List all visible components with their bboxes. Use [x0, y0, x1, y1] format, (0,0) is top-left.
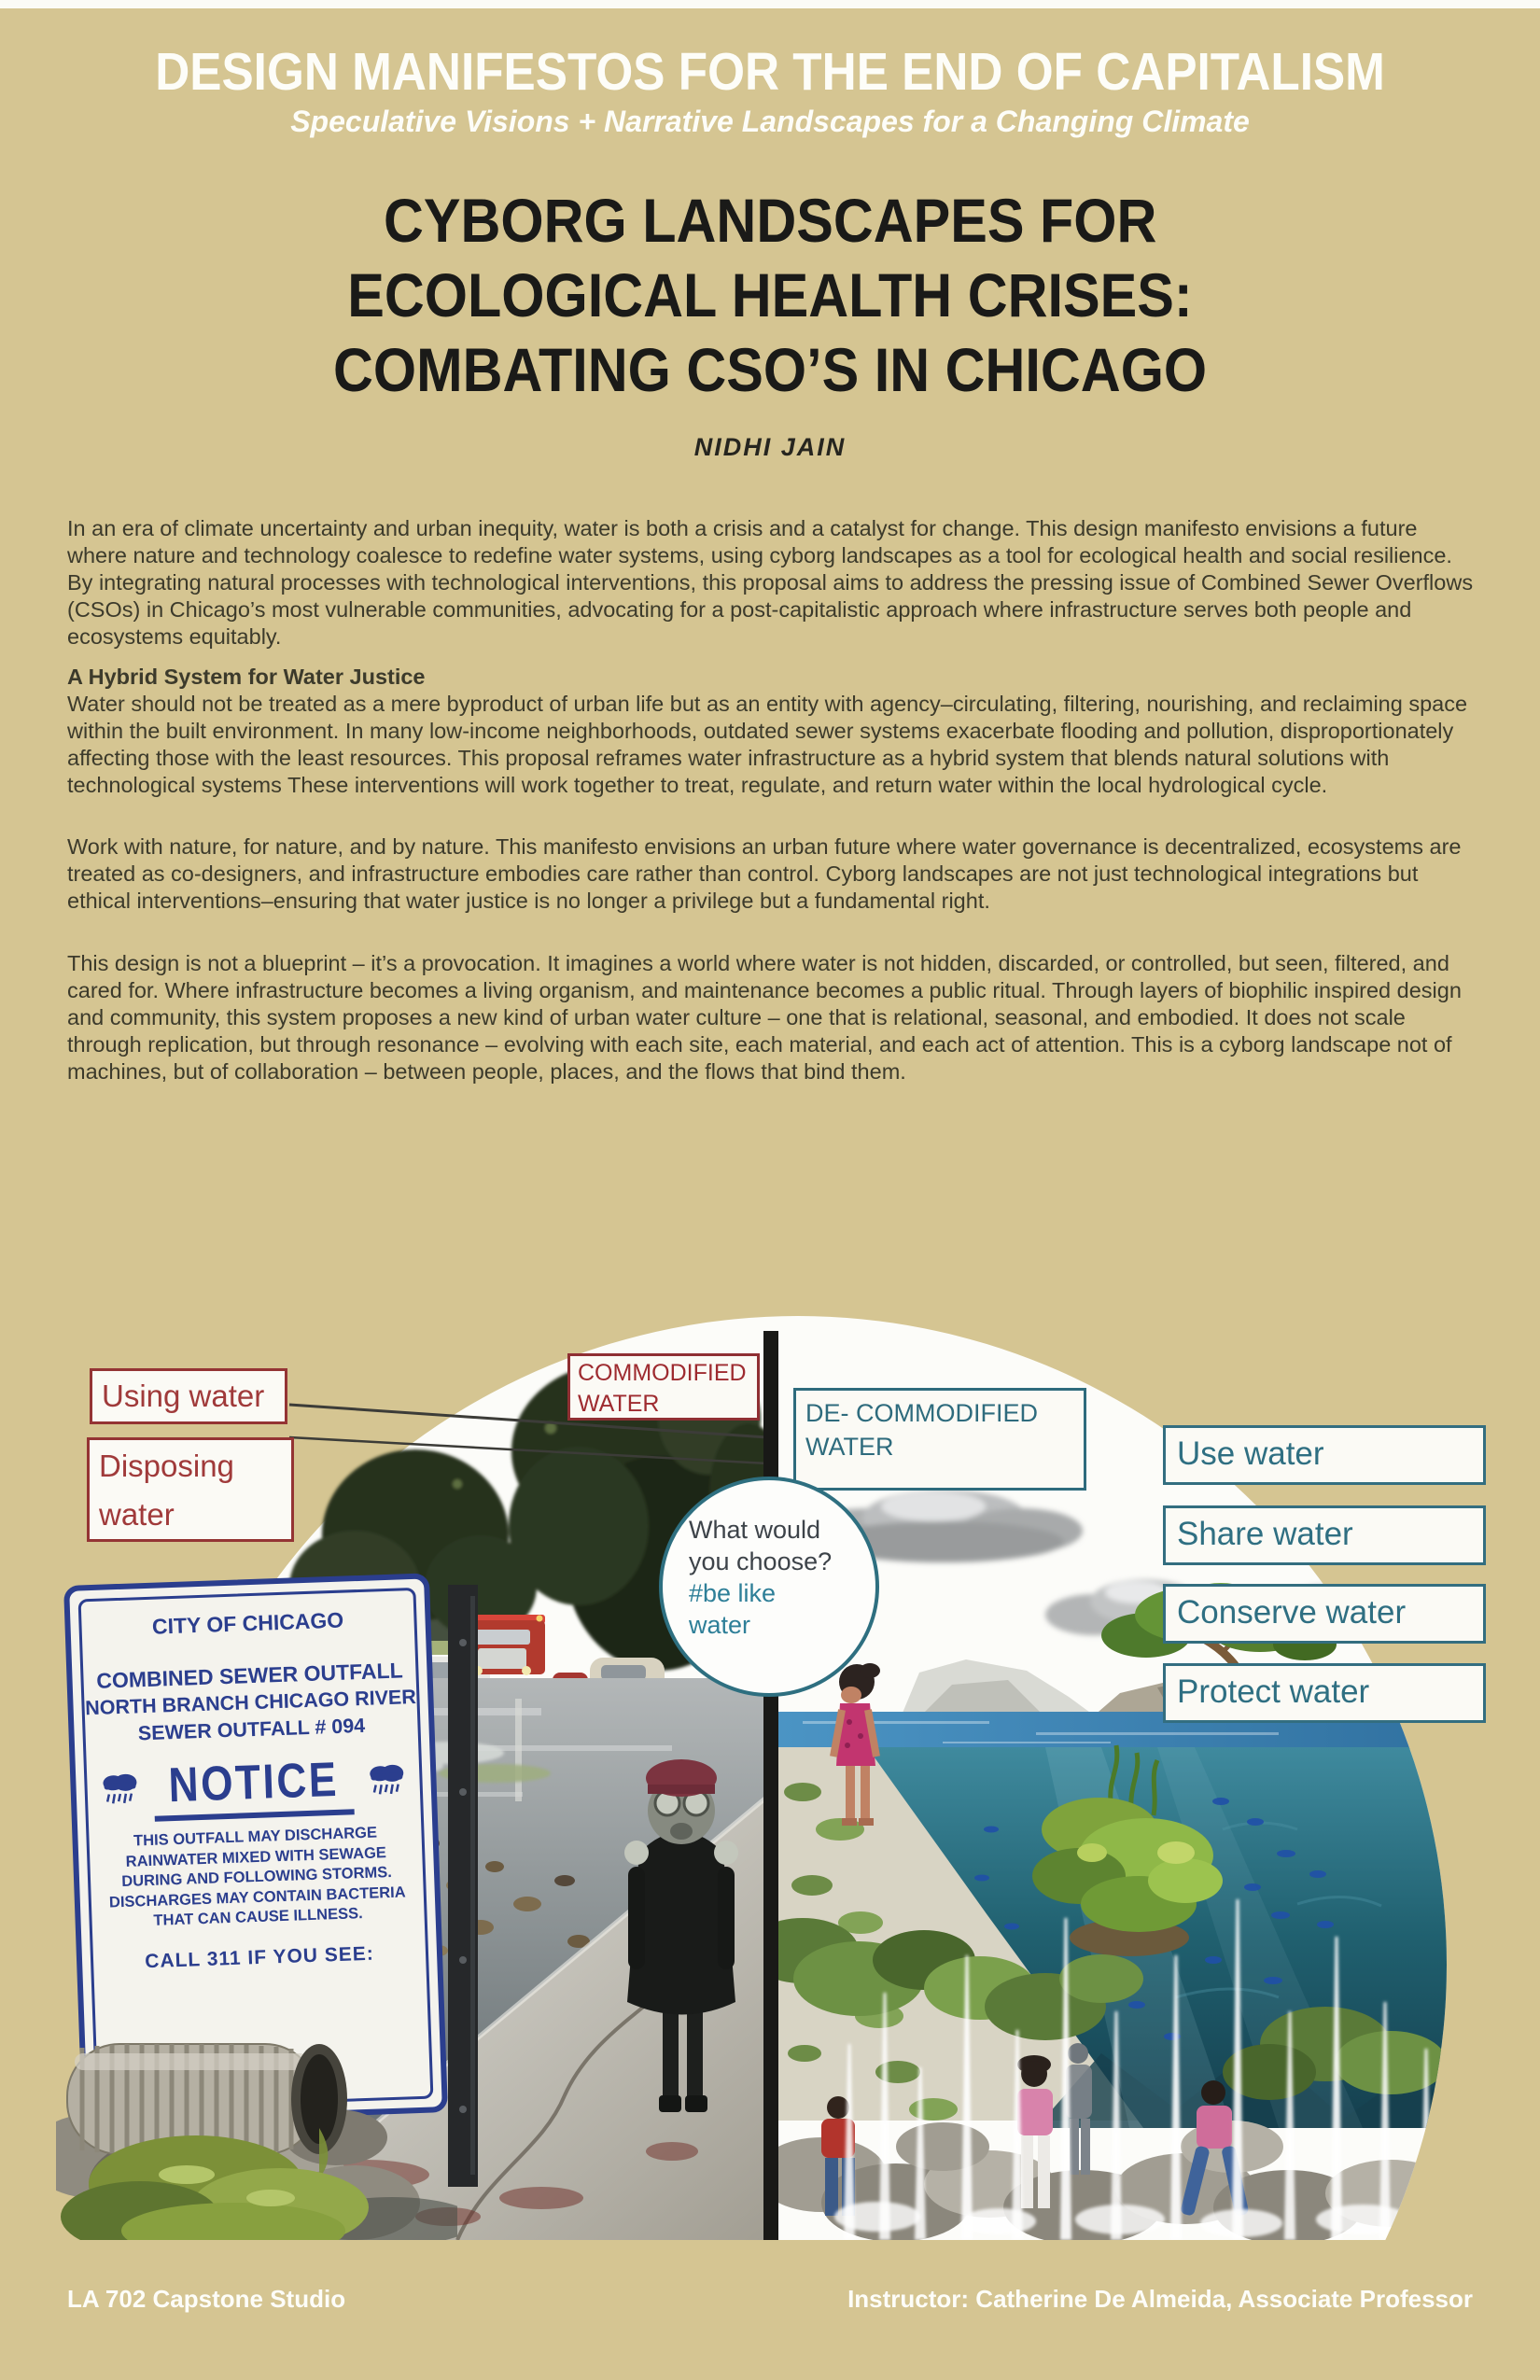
author-name: NIDHI JAIN — [693, 433, 847, 461]
sign-call-line: CALL 311 IF YOU SEE: — [144, 1942, 375, 1972]
top-margin-strip — [0, 0, 1540, 8]
label-share-water: Share water — [1163, 1505, 1486, 1565]
sign-heading-line4: SEWER OUTFALL # 094 — [137, 1714, 366, 1745]
poster-title-line3: COMBATING CSO’S IN CHICAGO — [332, 335, 1208, 404]
scene-divider-line — [763, 1331, 778, 2240]
sign-body-line: THAT CAN CAUSE ILLNESS. — [153, 1905, 363, 1929]
sign-heading-line2: COMBINED SEWER OUTFALL — [95, 1658, 404, 1693]
question-line1: What would — [689, 1516, 821, 1544]
poster-title-line1: CYBORG LANDSCAPES FOR — [383, 186, 1157, 255]
sign-body-line: THIS OUTFALL MAY DISCHARGE — [133, 1824, 378, 1850]
banner-title — [0, 41, 1540, 103]
sign-body-line: DURING AND FOLLOWING STORMS. — [120, 1863, 393, 1891]
paragraph-not-a-blueprint: This design is not a blueprint – it’s a provocation. It imagines a world where water is not hidden, discarded, or controlled, but seen, filtered, and cared for. Where infrastructure becomes a living organism, and maintenance becomes a public ritual. Through layers of biophilic inspired design and community, this system proposes a new kind of urban water culture – one that is relational, seasonal, and embodied. It does not scale through replication, but through resonance – evolving with each site, each material, and each act of attention. This is a cyborg landscape not of machines, but of collaboration – between people, places, and the flows that bind them. — [67, 951, 1462, 1084]
poster-title — [0, 183, 1540, 407]
question-bubble — [659, 1477, 879, 1697]
paragraph-intro: In an era of climate uncertainty and urban inequity, water is both a crisis and a catalyst for change. This design manifesto envisions a future where nature and technology coalesce to redefine water systems, using cyborg landscapes as a tool for ecological health and social resilience. By integrating natural processes with technological interventions, this proposal aims to address the pressing issue of Combined Sewer Overflows (CSOs) in Chicago’s most vulnerable communities, advocating for a post-capitalistic approach where infrastructure serves both people and ecosystems equitably. — [67, 516, 1474, 649]
manifesto-text — [67, 515, 1475, 1085]
sign-body-line: DISCHARGES MAY CONTAIN BACTERIA — [108, 1883, 406, 1911]
question-line2: you choose? — [689, 1547, 833, 1575]
sign-notice-word: NOTICE — [167, 1752, 340, 1813]
collage-illustration — [56, 1307, 1484, 2240]
section-heading: A Hybrid System for Water Justice — [67, 665, 426, 689]
label-conserve-water: Conserve water — [1163, 1584, 1486, 1644]
label-using-water: Using water — [90, 1368, 287, 1424]
label-decommodified-water: DE- COMMODIFIED WATER — [793, 1388, 1086, 1491]
paragraph-hybrid-system: Water should not be treated as a mere byproduct of urban life but as an entity with agency–circulating, filtering, nourishing, and reclaiming space within the built environment. In many low-income neighborhoods, outdated sewer systems exacerbate flooding and pollution, disproportionately affecting those with the least resources. This proposal reframes water infrastructure as a hybrid system that blends natural solutions with technological systems These interventions will work together to treat, regulate, and return water within the local hydrological cycle. — [67, 692, 1468, 797]
label-protect-water: Protect water — [1163, 1663, 1486, 1723]
outfall-pipe-layer — [56, 2016, 457, 2240]
sign-heading-line1: CITY OF CHICAGO — [151, 1607, 344, 1639]
hashtag-be-like-water: #be like water — [689, 1579, 777, 1639]
label-disposing-water: Disposing water — [87, 1437, 294, 1542]
footer-instructor: Instructor: Catherine De Almeida, Associate Professor — [847, 2285, 1473, 2313]
sign-heading-line3: NORTH BRANCH CHICAGO RIVER — [84, 1685, 417, 1720]
footer-course: LA 702 Capstone Studio — [67, 2285, 346, 2313]
banner-title-text: DESIGN MANIFESTOS FOR THE END OF CAPITALISM — [155, 42, 1385, 102]
poster-title-line2: ECOLOGICAL HEALTH CRISES: — [347, 260, 1193, 329]
banner-subtitle: Speculative Visions + Narrative Landscapes for a Changing Climate — [290, 105, 1250, 138]
paragraph-work-with-nature: Work with nature, for nature, and by nature. This manifesto envisions an urban future where water governance is decentralized, ecosystems are treated as co-designers, and infrastructure embodies care rather than control. Cyborg landscapes are not just technological integrations but ethical interventions–ensuring that water justice is no longer a privilege but a fundamental right. — [67, 834, 1462, 913]
label-commodified-water: COMMODIFIED WATER — [567, 1353, 760, 1421]
sign-body-line: RAINWATER MIXED WITH SEWAGE — [125, 1843, 387, 1870]
pole-reflection — [515, 1699, 522, 1801]
label-use-water: Use water — [1163, 1425, 1486, 1485]
